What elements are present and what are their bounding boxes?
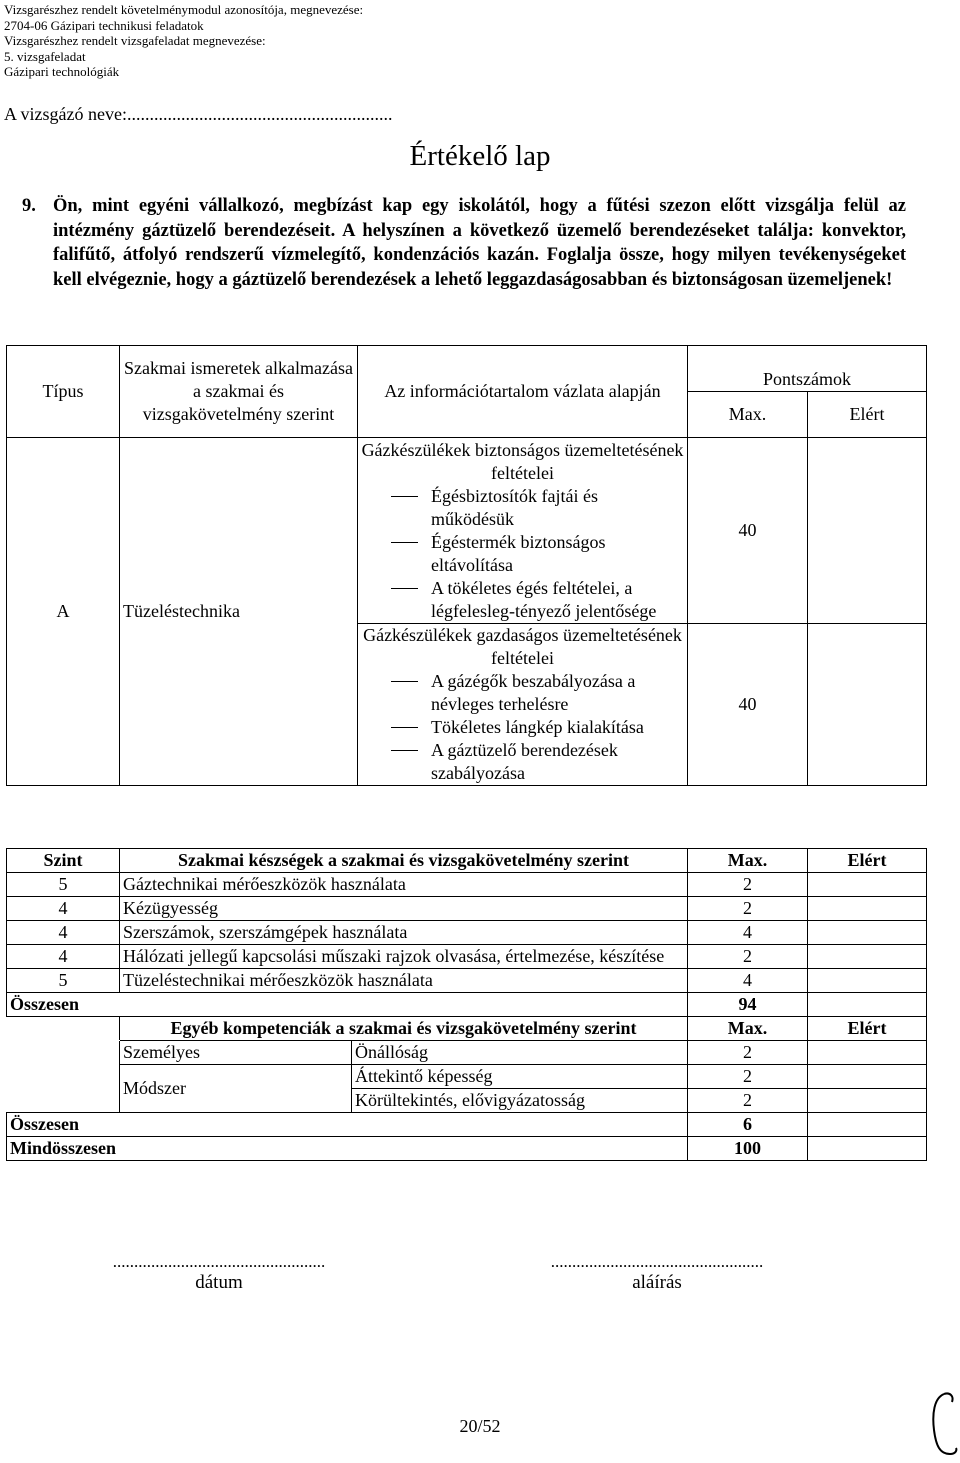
- col-info-header: Az információtartalom vázlata alapján: [358, 346, 688, 438]
- type-cell: A: [7, 438, 120, 786]
- date-label: dátum: [195, 1272, 243, 1293]
- skill-level: 4: [7, 945, 120, 969]
- skill-label: Szerszámok, szerszámgépek használata: [120, 921, 688, 945]
- subtotal-max: 94: [688, 993, 808, 1017]
- handwritten-mark: [926, 1390, 958, 1458]
- empty-cell: [7, 1017, 120, 1041]
- competency-group: Módszer: [120, 1065, 352, 1113]
- knowledge-cell: Tüzeléstechnika: [120, 438, 358, 786]
- skill-max: 2: [688, 945, 808, 969]
- col-points-header: Pontszámok: [688, 346, 927, 392]
- max-header: Max.: [688, 849, 808, 873]
- skill-level: 4: [7, 897, 120, 921]
- skills-header: Szakmai készségek a szakmai és vizsgakövetelmény szerint: [120, 849, 688, 873]
- skill-label: Kézügyesség: [120, 897, 688, 921]
- competency-item: Önállóság: [352, 1041, 688, 1065]
- task-number: 9.: [22, 196, 36, 216]
- achieved-header: Elért: [808, 849, 927, 873]
- skill-max: 4: [688, 921, 808, 945]
- col-achieved-header: Elért: [808, 392, 927, 438]
- empty-cell: [7, 1065, 120, 1113]
- competency-max: 2: [688, 1065, 808, 1089]
- info-item: Égéstermék biztonságos eltávolítása: [361, 531, 684, 577]
- subtotal-achieved[interactable]: [808, 1113, 927, 1137]
- skill-achieved[interactable]: [808, 873, 927, 897]
- skill-max: 2: [688, 873, 808, 897]
- competency-group: Személyes: [120, 1041, 352, 1065]
- signature-label: aláírás: [632, 1272, 682, 1293]
- info-block-heading: Gázkészülékek biztonságos üzemeltetésének feltételei: [361, 440, 684, 483]
- info-block-1: [358, 438, 688, 624]
- info-item: A gáztüzelő berendezések szabályozása: [361, 739, 684, 785]
- max-header: Max.: [688, 1017, 808, 1041]
- task-description: [22, 194, 906, 292]
- info-item: Tökéletes lángkép kialakítása: [361, 716, 684, 739]
- skill-max: 4: [688, 969, 808, 993]
- max-points-cell: 40: [688, 624, 808, 786]
- info-item: A tökéletes égés feltételei, a légfelesleg-tényező jelentősége: [361, 577, 684, 623]
- info-block-2: [358, 624, 688, 786]
- skill-achieved[interactable]: [808, 897, 927, 921]
- competency-item: Körültekintés, elővigyázatosság: [352, 1089, 688, 1113]
- competency-max: 2: [688, 1089, 808, 1113]
- achieved-header: Elért: [808, 1017, 927, 1041]
- skill-achieved[interactable]: [808, 921, 927, 945]
- col-knowledge-header: Szakmai ismeretek alkalmazása a szakmai és vizsgakövetelmény szerint: [120, 346, 358, 438]
- skills-table: [6, 848, 927, 1161]
- info-item: A gázégők beszabályozása a névleges terhelésre: [361, 670, 684, 716]
- header-line: 5. vizsgafeladat: [4, 48, 86, 64]
- document-header: [4, 2, 363, 80]
- subtotal-label: Összesen: [7, 1113, 688, 1137]
- signature-field: [526, 1252, 788, 1294]
- competency-achieved[interactable]: [808, 1089, 927, 1113]
- date-field: [88, 1252, 350, 1294]
- task-text: Ön, mint egyéni vállalkozó, megbízást kap egy iskolától, hogy a fűtési szezon előtt vizsgálja felül az intézmény gáztüzelő berendezéseit. A helyszínen a következő üzemelő berendezéseket találja: konvektor, falifűtő, átfolyó rendszerű vízmelegítő, kondenzációs kazán. Foglalja össze, hogy milyen tevékenységeket kell elvégeznie, hogy a gáztüzelő berendezések a lehető leggazdaságosabban és biztonságosan üzemeljenek!: [53, 196, 906, 290]
- competency-achieved[interactable]: [808, 1065, 927, 1089]
- competency-item: Áttekintő képesség: [352, 1065, 688, 1089]
- date-dots: ..................................................: [112, 1252, 326, 1271]
- subtotal-achieved[interactable]: [808, 993, 927, 1017]
- grand-total-achieved[interactable]: [808, 1137, 927, 1161]
- page-number: 20/52: [459, 1416, 501, 1436]
- skill-label: Gáztechnikai mérőeszközök használata: [120, 873, 688, 897]
- col-type-header: Típus: [7, 346, 120, 438]
- grand-total-label: Mindösszesen: [7, 1137, 688, 1161]
- header-line: Vizsgarészhez rendelt vizsgafeladat megnevezése:: [4, 33, 266, 49]
- max-points-cell: 40: [688, 438, 808, 624]
- col-max-header: Max.: [688, 392, 808, 438]
- skill-label: Tüzeléstechnikai mérőeszközök használata: [120, 969, 688, 993]
- achieved-points-cell[interactable]: [808, 624, 927, 786]
- competency-achieved[interactable]: [808, 1041, 927, 1065]
- other-competencies-header: Egyéb kompetenciák a szakmai és vizsgakövetelmény szerint: [120, 1017, 688, 1041]
- header-line: Gázipari technológiák: [4, 64, 120, 80]
- skill-max: 2: [688, 897, 808, 921]
- header-line: 2704-06 Gázipari technikusi feladatok: [4, 17, 204, 33]
- header-line: Vizsgarészhez rendelt követelménymodul azonosítója, megnevezése:: [4, 2, 364, 17]
- competency-max: 2: [688, 1041, 808, 1065]
- subtotal-label: Összesen: [7, 993, 688, 1017]
- grand-total-max: 100: [688, 1137, 808, 1161]
- skill-label: Hálózati jellegű kapcsolási műszaki rajzok olvasása, értelmezése, készítése: [120, 945, 688, 969]
- achieved-points-cell[interactable]: [808, 438, 927, 624]
- skill-level: 5: [7, 873, 120, 897]
- candidate-name-line: A vizsgázó neve:...........................................................: [4, 104, 393, 124]
- info-block-heading: Gázkészülékek gazdaságos üzemeltetésének feltételei: [363, 625, 682, 668]
- skill-achieved[interactable]: [808, 945, 927, 969]
- signature-dots: ..................................................: [550, 1252, 764, 1271]
- skill-level: 4: [7, 921, 120, 945]
- level-header: Szint: [7, 849, 120, 873]
- info-item: Égésbiztosítók fajtái és működésük: [361, 485, 684, 531]
- skill-level: 5: [7, 969, 120, 993]
- empty-cell: [7, 1041, 120, 1065]
- subtotal-max: 6: [688, 1113, 808, 1137]
- knowledge-table: [6, 345, 927, 786]
- page-title: Értékelő lap: [409, 140, 551, 172]
- skill-achieved[interactable]: [808, 969, 927, 993]
